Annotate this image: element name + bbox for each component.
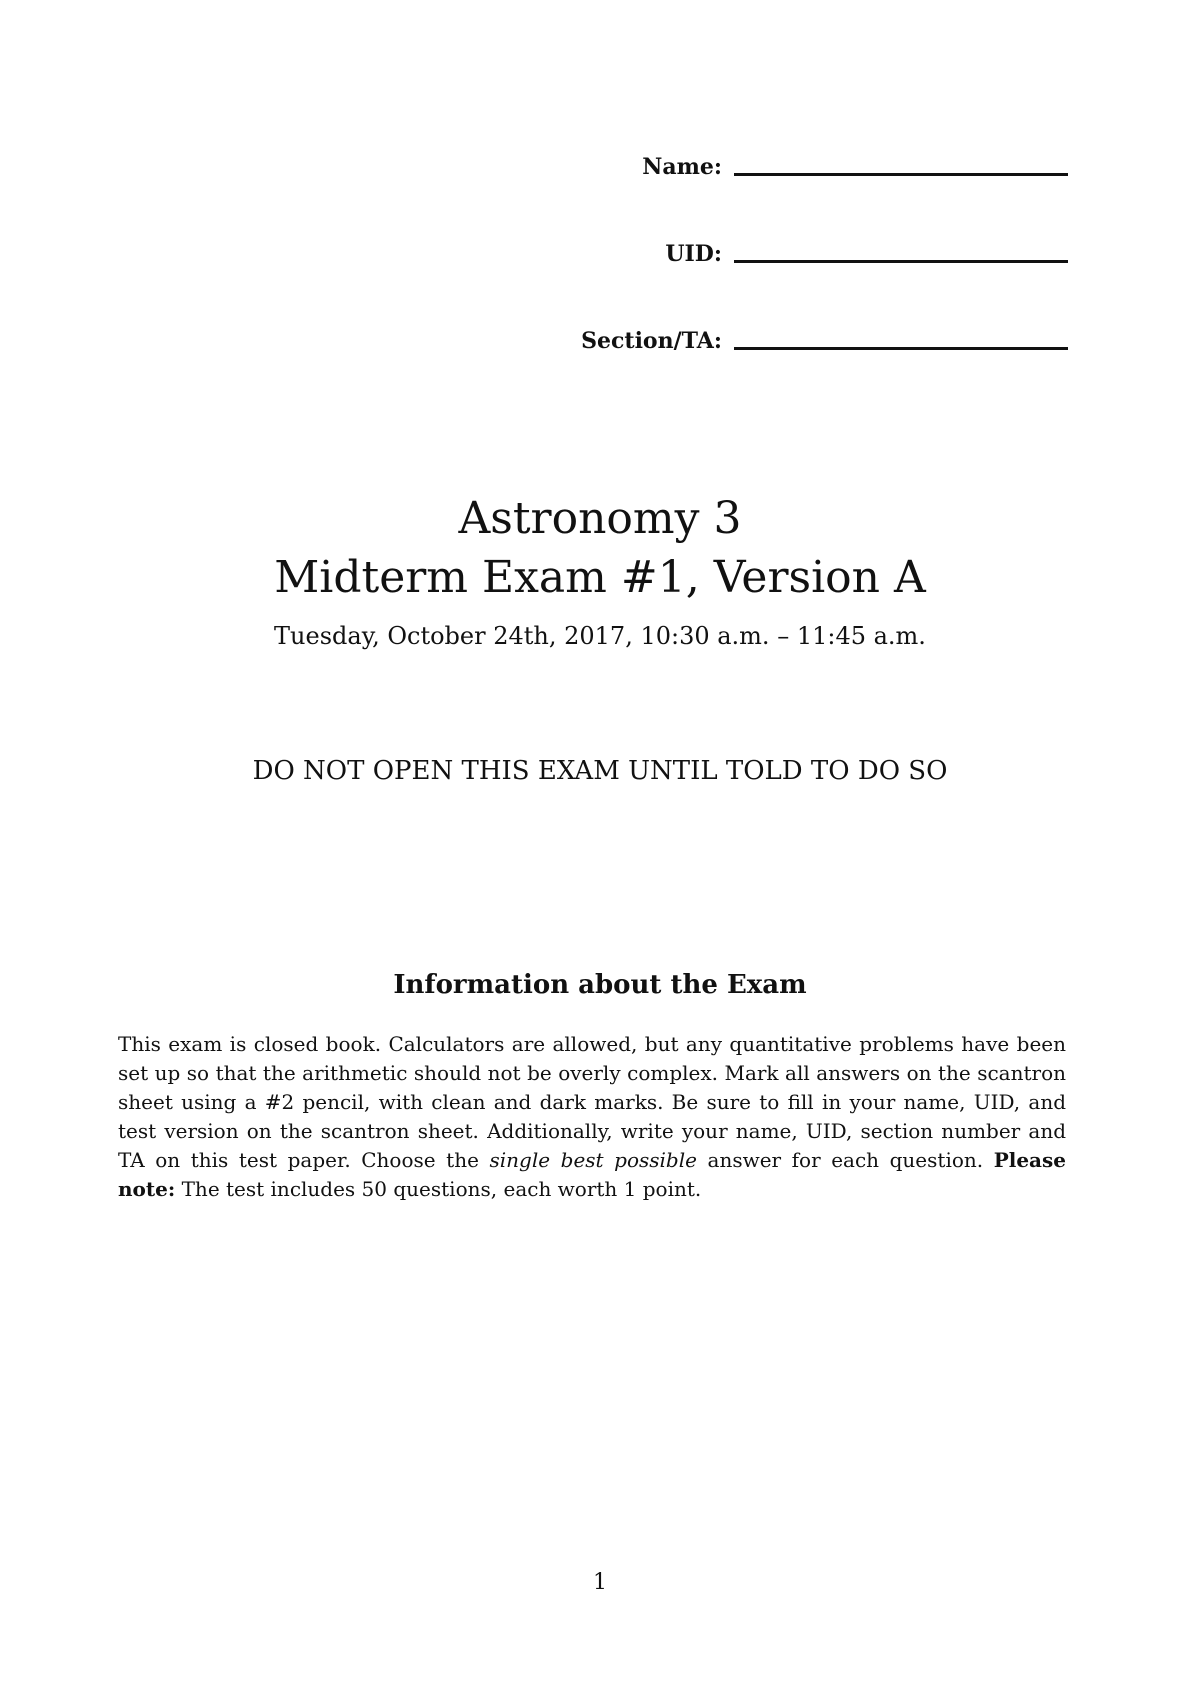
page-number: 1 — [593, 1570, 607, 1595]
exam-date: Tuesday, October 24th, 2017, 10:30 a.m. – 11:45 a.m. — [274, 622, 926, 650]
section-ta-field — [581, 322, 1068, 352]
exam-title: Midterm Exam #1, Version A — [274, 552, 926, 603]
course-title: Astronomy 3 — [458, 493, 742, 544]
name-field — [642, 148, 1068, 178]
do-not-open-warning: DO NOT OPEN THIS EXAM UNTIL TOLD TO DO SO — [252, 756, 948, 786]
section-ta-field-line — [734, 347, 1068, 350]
info-paragraph — [118, 1030, 1066, 1204]
info-text-part3: The test includes 50 questions, each worth 1 point. — [175, 1177, 702, 1201]
info-text-bold: Please note: — [118, 1148, 1066, 1201]
section-ta-field-label: Section/TA: — [581, 328, 722, 354]
uid-field-line — [734, 260, 1068, 263]
info-text-part2: answer for each question. — [696, 1148, 994, 1172]
uid-field — [665, 235, 1068, 265]
info-text-part1: This exam is closed book. Calculators are allowed, but any quantitative problems have been set up so that the arithmetic should not be overly complex. Mark all answers on the scantron sheet using a #2 pencil, with clean and dark marks. Be sure to fill in your name, UID, and test version on the scantron sheet. Additionally, write your name, UID, section number and TA on this test paper. Choose the — [118, 1032, 1066, 1172]
info-text-emphasis: single best possible — [489, 1148, 697, 1172]
info-heading: Information about the Exam — [393, 970, 807, 1000]
uid-field-label: UID: — [665, 241, 722, 267]
name-field-line — [734, 173, 1068, 176]
name-field-label: Name: — [642, 154, 722, 180]
